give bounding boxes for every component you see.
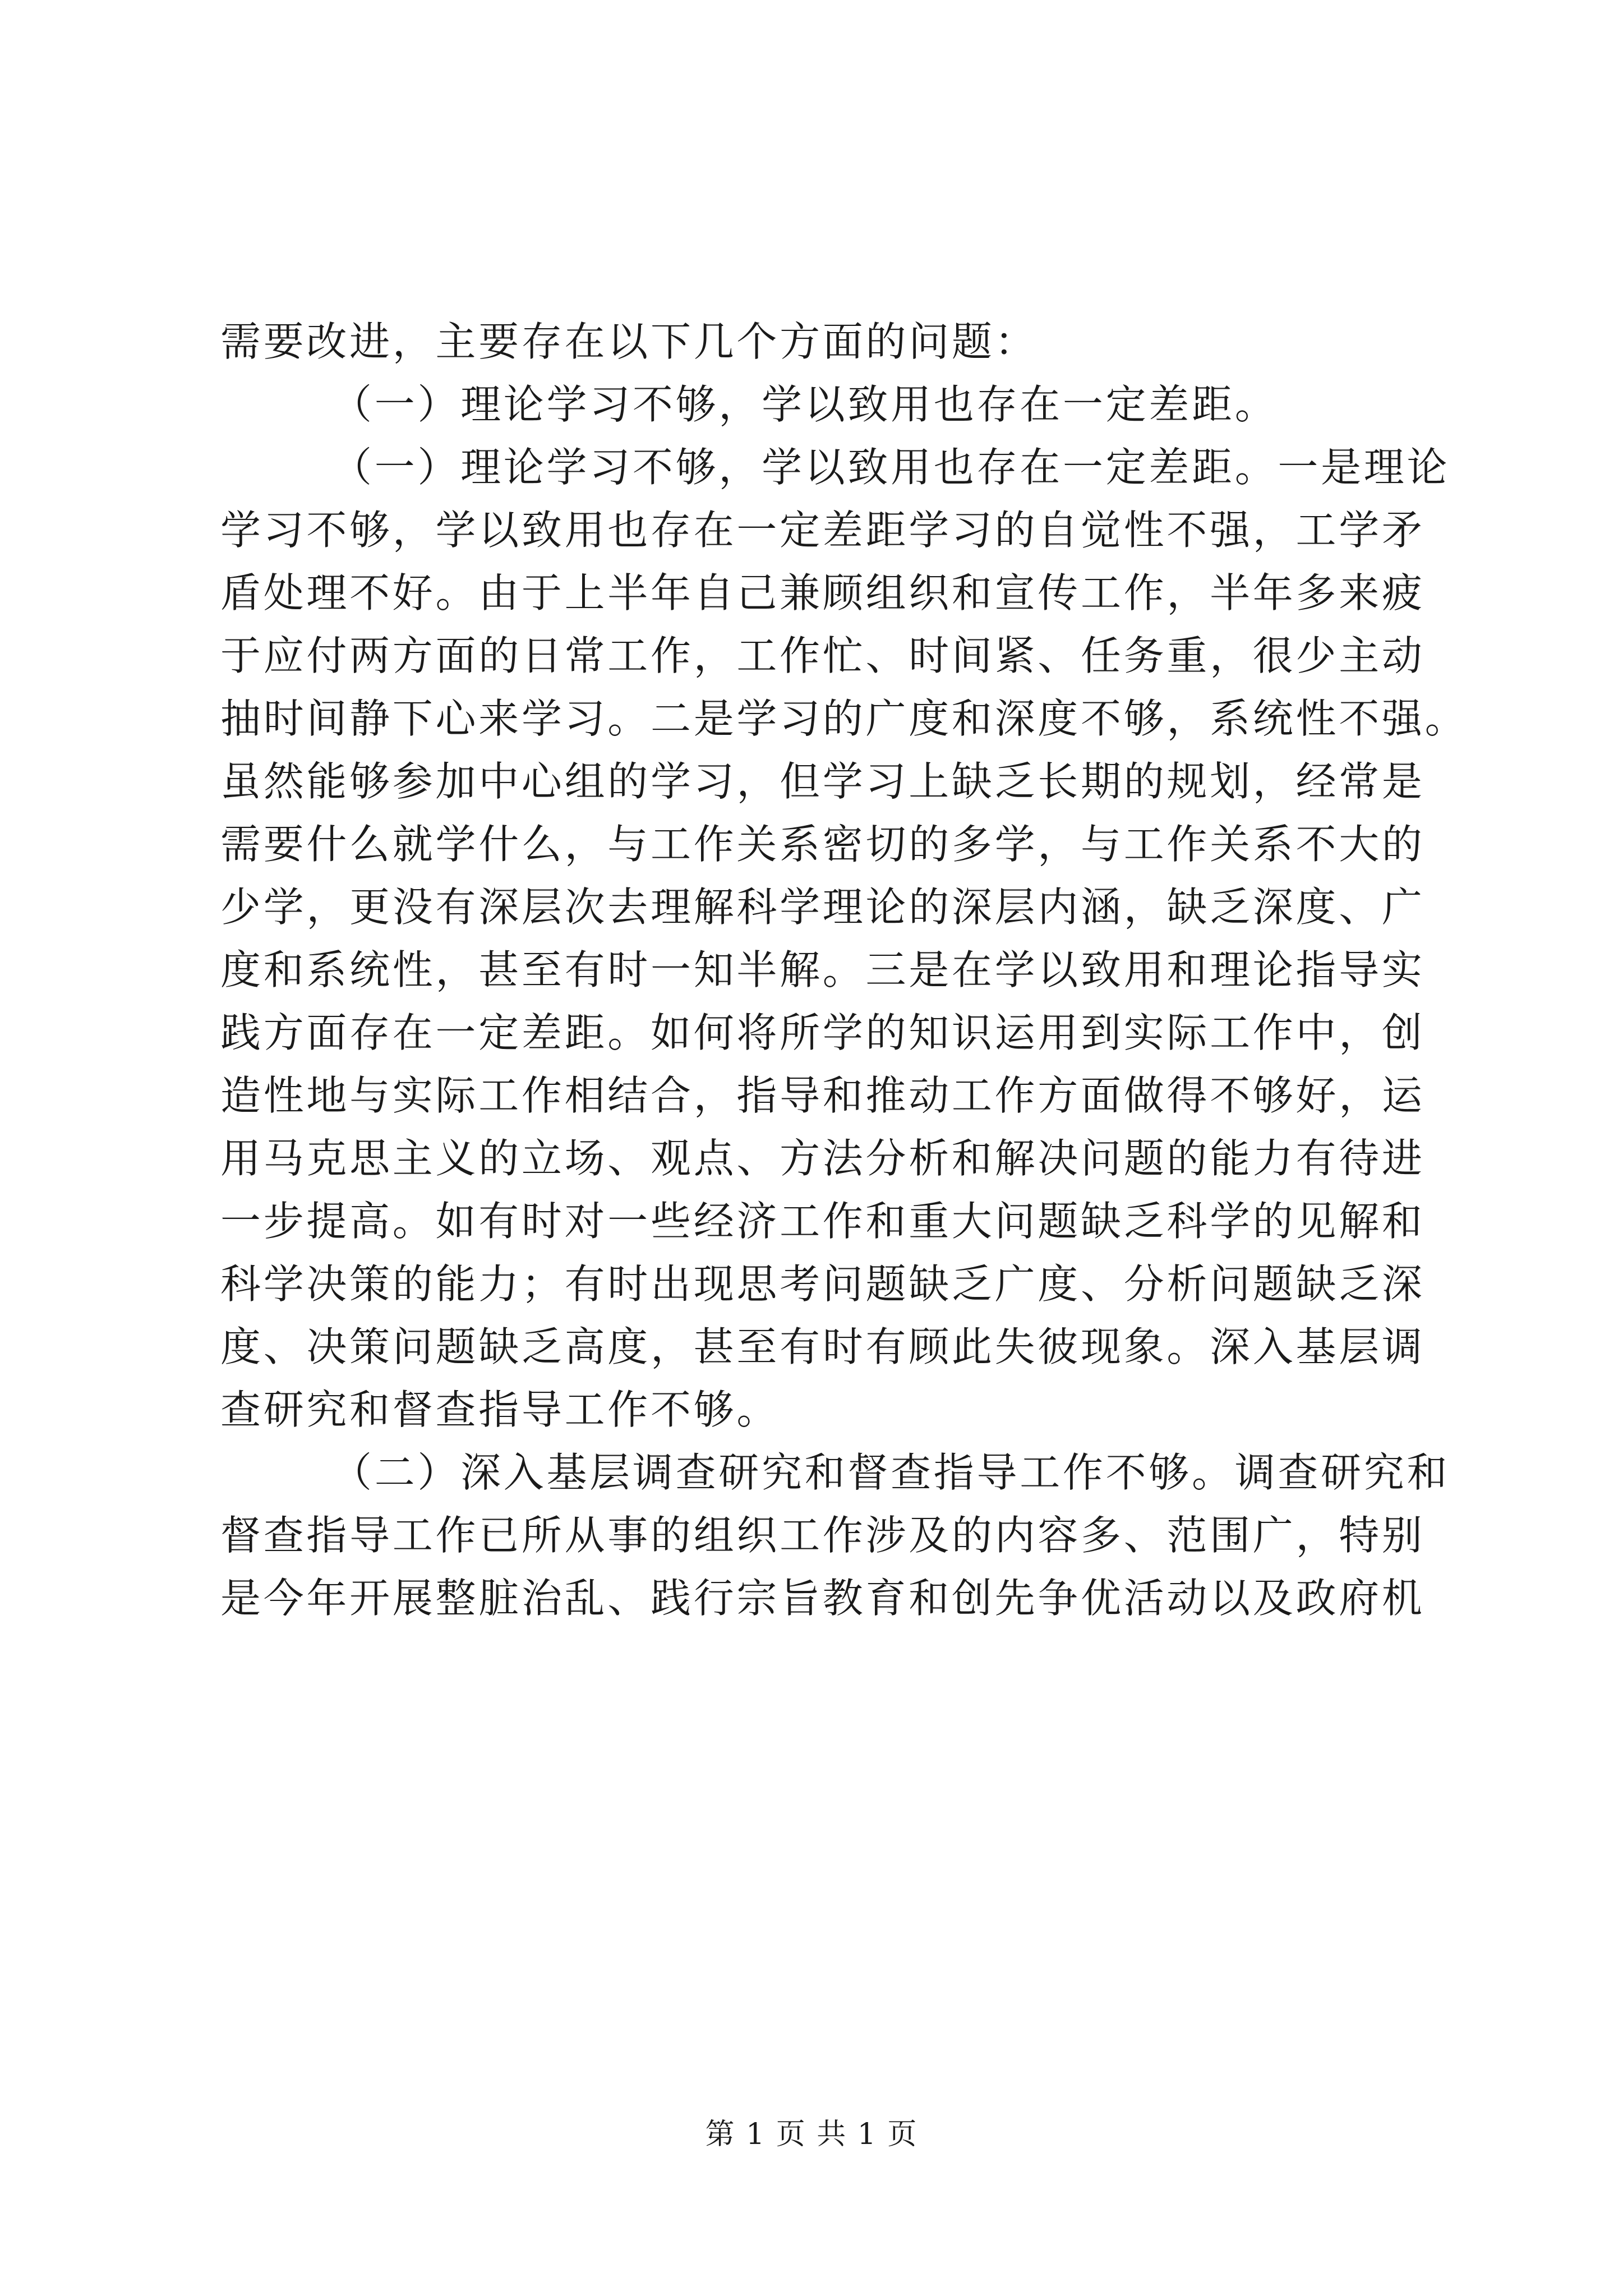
text-line: 虽然能够参加中心组的学习，但学习上缺乏长期的规划，经常是: [220, 758, 1425, 805]
section-heading: （一）理论学习不够，学以致用也存在一定差距。: [331, 381, 1278, 428]
page-footer: [0, 2115, 1623, 2154]
text-line: 践方面存在一定差距。如何将所学的知识运用到实际工作中，创: [220, 1009, 1425, 1056]
text-line: 盾处理不好。由于上半年自己兼顾组织和宣传工作，半年多来疲: [220, 569, 1425, 616]
text-line: 于应付两方面的日常工作，工作忙、时间紧、任务重，很少主动: [220, 632, 1425, 679]
text-line: 造性地与实际工作相结合，指导和推动工作方面做得不够好，运: [220, 1072, 1425, 1119]
text-line: 是今年开展整脏治乱、践行宗旨教育和创先争优活动以及政府机: [220, 1575, 1425, 1622]
text-line: 少学，更没有深层次去理解科学理论的深层内涵，缺乏深度、广: [220, 884, 1425, 931]
text-line: 查研究和督查指导工作不够。: [220, 1386, 780, 1433]
text-line: 督查指导工作已所从事的组织工作涉及的内容多、范围广，特别: [220, 1512, 1425, 1559]
text-line: 一步提高。如有时对一些经济工作和重大问题缺乏科学的见解和: [220, 1198, 1425, 1245]
paragraph-start: （一）理论学习不够，学以致用也存在一定差距。一是理论: [331, 444, 1450, 491]
text-line: 学习不够，学以致用也存在一定差距学习的自觉性不强，工学矛: [220, 507, 1425, 554]
page-number: 第 1 页 共 1 页: [705, 2118, 918, 2151]
body-text: [220, 310, 1468, 1630]
text-line: 需要什么就学什么，与工作关系密切的多学，与工作关系不大的: [220, 821, 1425, 868]
text-line: 度、决策问题缺乏高度，甚至有时有顾此失彼现象。深入基层调: [220, 1323, 1425, 1370]
paragraph-start: （二）深入基层调查研究和督查指导工作不够。调查研究和: [331, 1449, 1450, 1496]
text-line: 用马克思主义的立场、观点、方法分析和解决问题的能力有待进: [220, 1135, 1425, 1182]
text-line: 科学决策的能力；有时出现思考问题缺乏广度、分析问题缺乏深: [220, 1260, 1425, 1308]
text-line: 需要改进，主要存在以下几个方面的问题：: [220, 318, 1038, 365]
text-line: 抽时间静下心来学习。二是学习的广度和深度不够，系统性不强。: [220, 695, 1468, 742]
text-line: 度和系统性，甚至有时一知半解。三是在学以致用和理论指导实: [220, 946, 1425, 993]
